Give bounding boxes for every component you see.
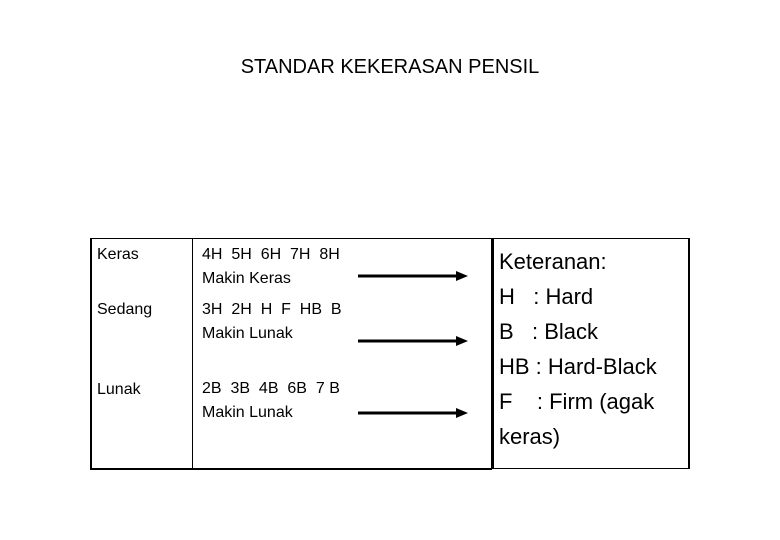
legend-line-black: B : Black [499, 319, 599, 344]
row-label-sedang: Sedang [97, 301, 153, 318]
row-values-keras [202, 243, 340, 291]
grades-sedang: 3H 2H H F HB B [202, 301, 342, 318]
row-label-lunak: Lunak [97, 381, 141, 398]
table-divider [192, 238, 193, 470]
legend-line-hard-black: HB : Hard-Black [499, 354, 657, 379]
note-keras: Makin Keras [202, 270, 291, 287]
row-values-lunak [202, 377, 340, 425]
row-values-sedang [202, 298, 342, 346]
legend-line-hard: H : Hard [499, 284, 594, 309]
legend [499, 244, 657, 454]
grades-lunak: 2B 3B 4B 6B 7 B [202, 380, 340, 397]
legend-line-keras: keras) [499, 424, 561, 449]
arrow-right-icon [358, 407, 468, 419]
arrow-right-icon [358, 270, 468, 282]
note-lunak: Makin Lunak [202, 404, 293, 421]
legend-line-firm: F : Firm (agak [499, 389, 655, 414]
grades-keras: 4H 5H 6H 7H 8H [202, 246, 340, 263]
note-sedang: Makin Lunak [202, 325, 293, 342]
arrow-right-icon [358, 335, 468, 347]
page-title: STANDAR KEKERASAN PENSIL [240, 56, 540, 78]
legend-heading: Keteranan: [499, 249, 607, 274]
row-label-keras: Keras [97, 246, 139, 263]
